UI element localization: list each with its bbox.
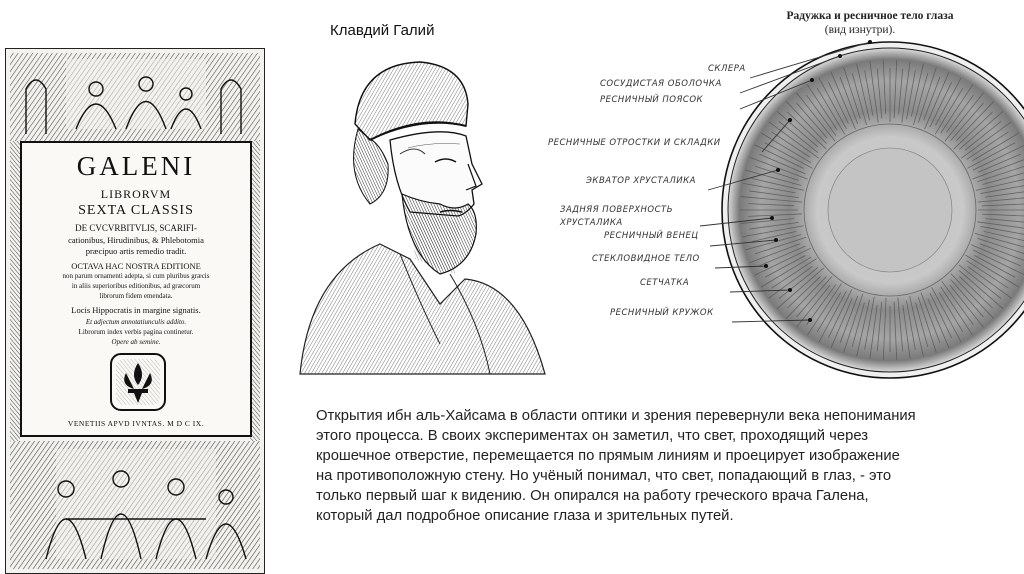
book-line: DE CVCVRBITVLIS, SCARIFI- <box>75 223 197 233</box>
eye-label: СТЕКЛОВИДНОЕ ТЕЛО <box>592 254 700 264</box>
book-imprint: VENETIIS APVD IVNTAS. M D C IX. <box>67 419 205 428</box>
eye-label: СЕТЧАТКА <box>640 278 690 288</box>
eye-label: ЗАДНЯЯ ПОВЕРХНОСТЬ <box>560 205 674 215</box>
book-line: SEXTA CLASSIS <box>78 203 194 218</box>
paragraph-line: который дал подробное описание глаза и зрительных путей. <box>316 508 734 524</box>
book-line: cationibus, Hirudinibus, & Phlebotomia <box>68 235 204 245</box>
book-line: OCTAVA HAC NOSTRA EDITIONE <box>71 261 201 271</box>
book-line: non parum ornamenti adepta, si cum pluribus græcis <box>62 272 210 280</box>
book-line: præcipuo artis remedio tradit. <box>85 246 187 256</box>
eye-label: РЕСНИЧНЫЙ ВЕНЕЦ <box>604 231 699 241</box>
paragraph-line: на противоположную стену. Но учёный понимал, что свет, попадающий в глаз, - это <box>316 468 892 484</box>
eye-label: СОСУДИСТАЯ ОБОЛОЧКА <box>600 79 722 89</box>
book-title: GALENI <box>76 151 196 181</box>
eye-label: РЕСНИЧНЫЙ КРУЖОК <box>610 308 714 318</box>
fleur-de-lis-emblem-icon <box>108 351 168 413</box>
paragraph-line: крошечное отверстие, перемещается по прямым линиям и проецирует изображение <box>316 448 900 464</box>
book-title-frame <box>20 141 252 437</box>
eye-diagram-subtitle: (вид изнутри). <box>824 24 896 36</box>
description-paragraph <box>316 406 976 526</box>
paragraph-line: Открытия ибн аль-Хайсама в области оптики и зрения перевернули века непонимания <box>316 408 916 424</box>
eye-label: ЭКВАТОР ХРУСТАЛИКА <box>586 176 696 186</box>
book-line: in aliis superioribus editionibus, ad græcorum <box>71 282 201 290</box>
eye-label: ХРУСТАЛИКА <box>560 218 623 228</box>
paragraph-line: только первый шаг к видению. Он опирался на работу греческого врача Галена, <box>316 488 869 504</box>
eye-label: РЕСНИЧНЫЙ ПОЯСОК <box>600 95 704 105</box>
book-line: Et adjectum annotatiunculis addito. <box>85 318 187 326</box>
galeni-book-title-page <box>5 48 265 574</box>
book-line: Librorum index verbis pagina continetur. <box>78 328 194 336</box>
paragraph-line: этого процесса. В своих экспериментах он заметил, что свет, проходящий через <box>316 428 869 444</box>
book-line: librorum fidem emendata. <box>99 292 173 300</box>
galen-portrait-icon <box>290 44 552 384</box>
book-line: Opere ab semine. <box>111 338 161 346</box>
eye-label: РЕСНИЧНЫЕ ОТРОСТКИ И СКЛАДКИ <box>548 138 721 148</box>
eye-diagram-icon <box>540 0 1024 404</box>
eye-label: СКЛЕРА <box>708 64 746 74</box>
book-line: Locis Hippocratis in margine signatis. <box>71 305 201 315</box>
eye-diagram-title: Радужка и ресничное тело глаза <box>786 10 954 22</box>
portrait-caption: Клавдий Галий <box>330 22 435 39</box>
book-line: LIBRORVM <box>100 187 172 201</box>
